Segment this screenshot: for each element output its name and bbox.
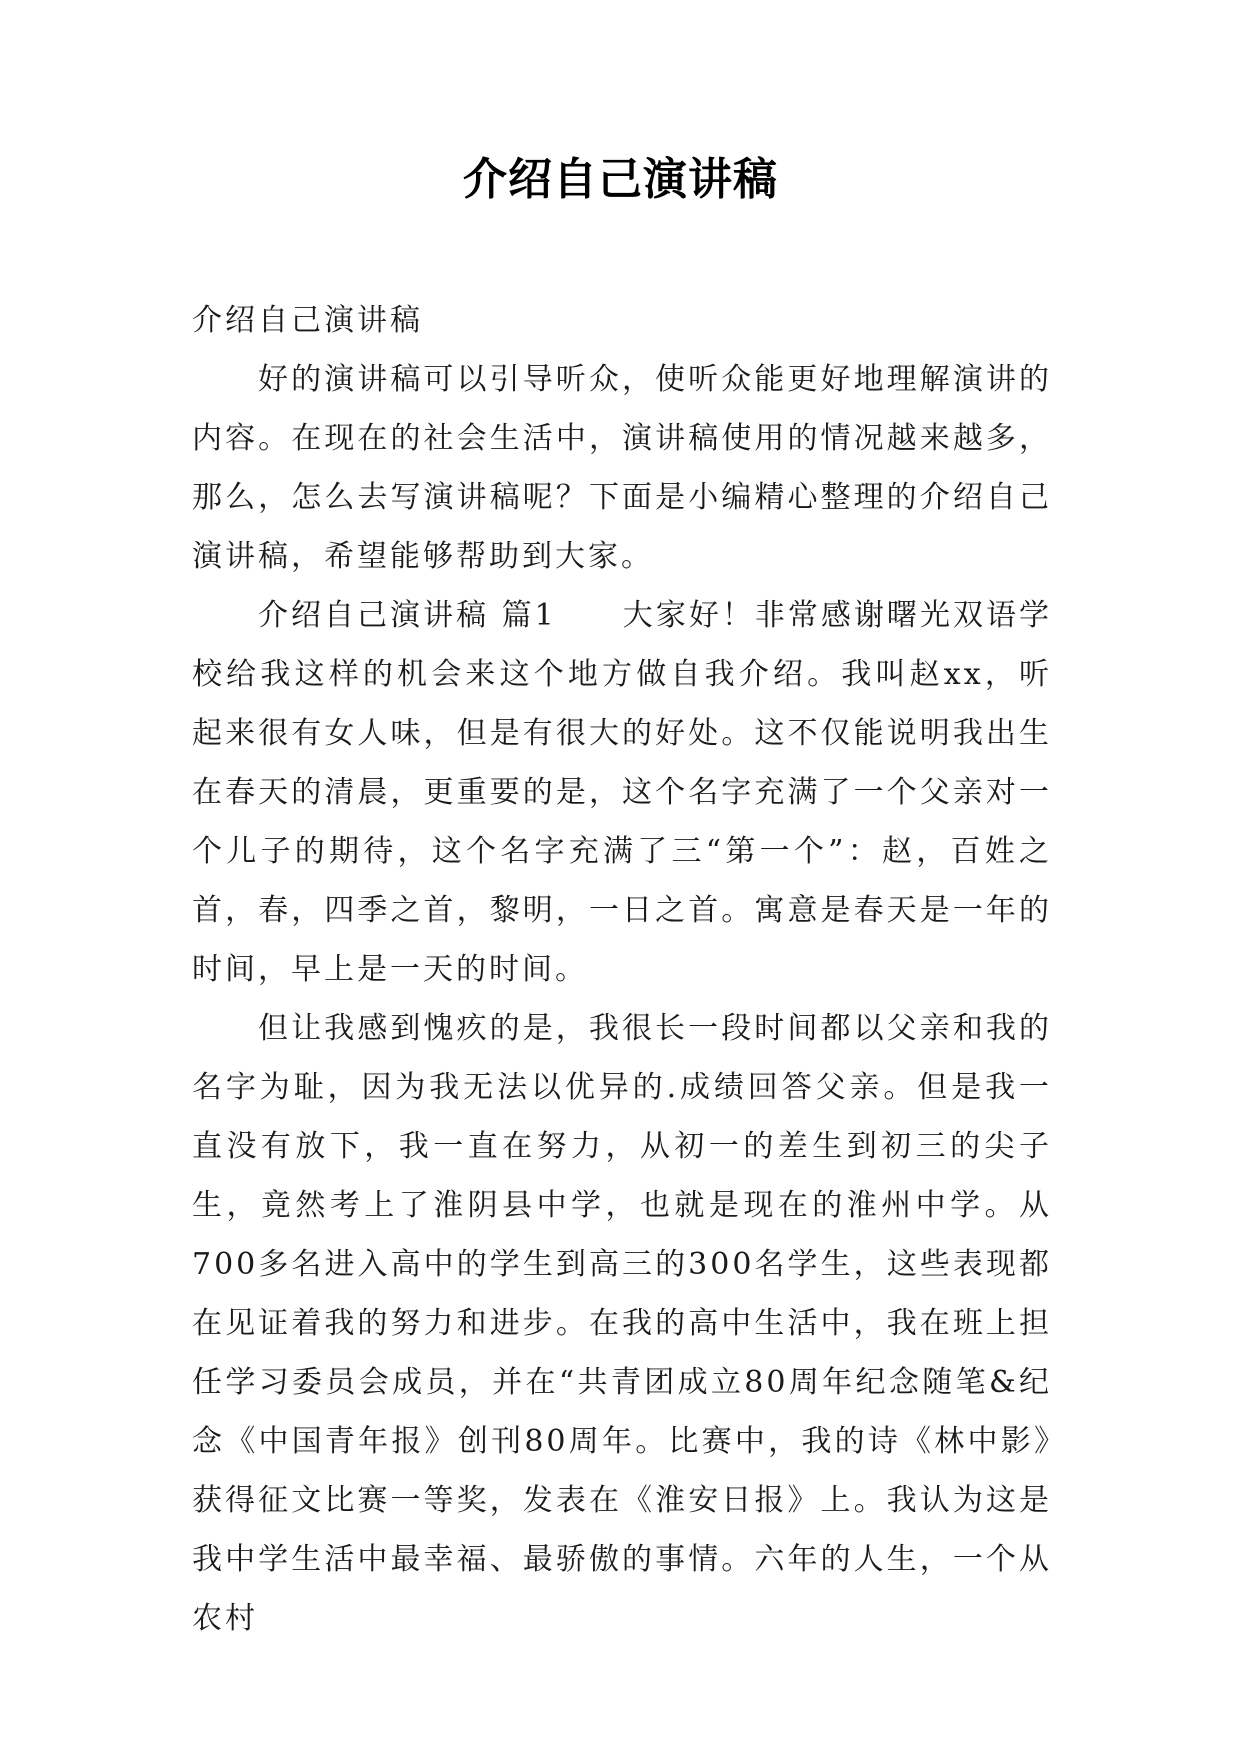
intro-paragraph: 好的演讲稿可以引导听众，使听众能更好地理解演讲的内容。在现在的社会生活中，演讲稿使用的情况越来越多，那么，怎么去写演讲稿呢？下面是小编精心整理的介绍自己演讲稿，希望能够帮助到大家。 [192, 362, 1052, 574]
document-body [192, 291, 1052, 1648]
section-1-paragraph: 介绍自己演讲稿 篇1 大家好！非常感谢曙光双语学校给我这样的机会来这个地方做自我介绍。我叫赵xx，听起来很有女人味，但是有很大的好处。这不仅能说明我出生在春天的清晨，更重要的是，这个名字充满了一个父亲对一个儿子的期待，这个名字充满了三“第一个”：赵，百姓之首，春，四季之首，黎明，一日之首。寓意是春天是一年的时间，早上是一天的时间。 [192, 598, 1052, 987]
document-title: 介绍自己演讲稿 [463, 154, 778, 205]
body-paragraph: 但让我感到愧疚的是，我很长一段时间都以父亲和我的名字为耻，因为我无法以优异的.成绩回答父亲。但是我一直没有放下，我一直在努力，从初一的差生到初三的尖子生，竟然考上了淮阴县中学，也就是现在的淮州中学。从700多名进入高中的学生到高三的300名学生，这些表现都在见证着我的努力和进步。在我的高中生活中，我在班上担任学习委员会成员，并在“共青团成立80周年纪念随笔&纪念《中国青年报》创刊80周年。比赛中，我的诗《林中影》获得征文比赛一等奖，发表在《淮安日报》上。我认为这是我中学生活中最幸福、最骄傲的事情。六年的人生，一个从农村 [192, 1011, 1052, 1636]
subtitle-paragraph: 介绍自己演讲稿 [192, 303, 423, 338]
